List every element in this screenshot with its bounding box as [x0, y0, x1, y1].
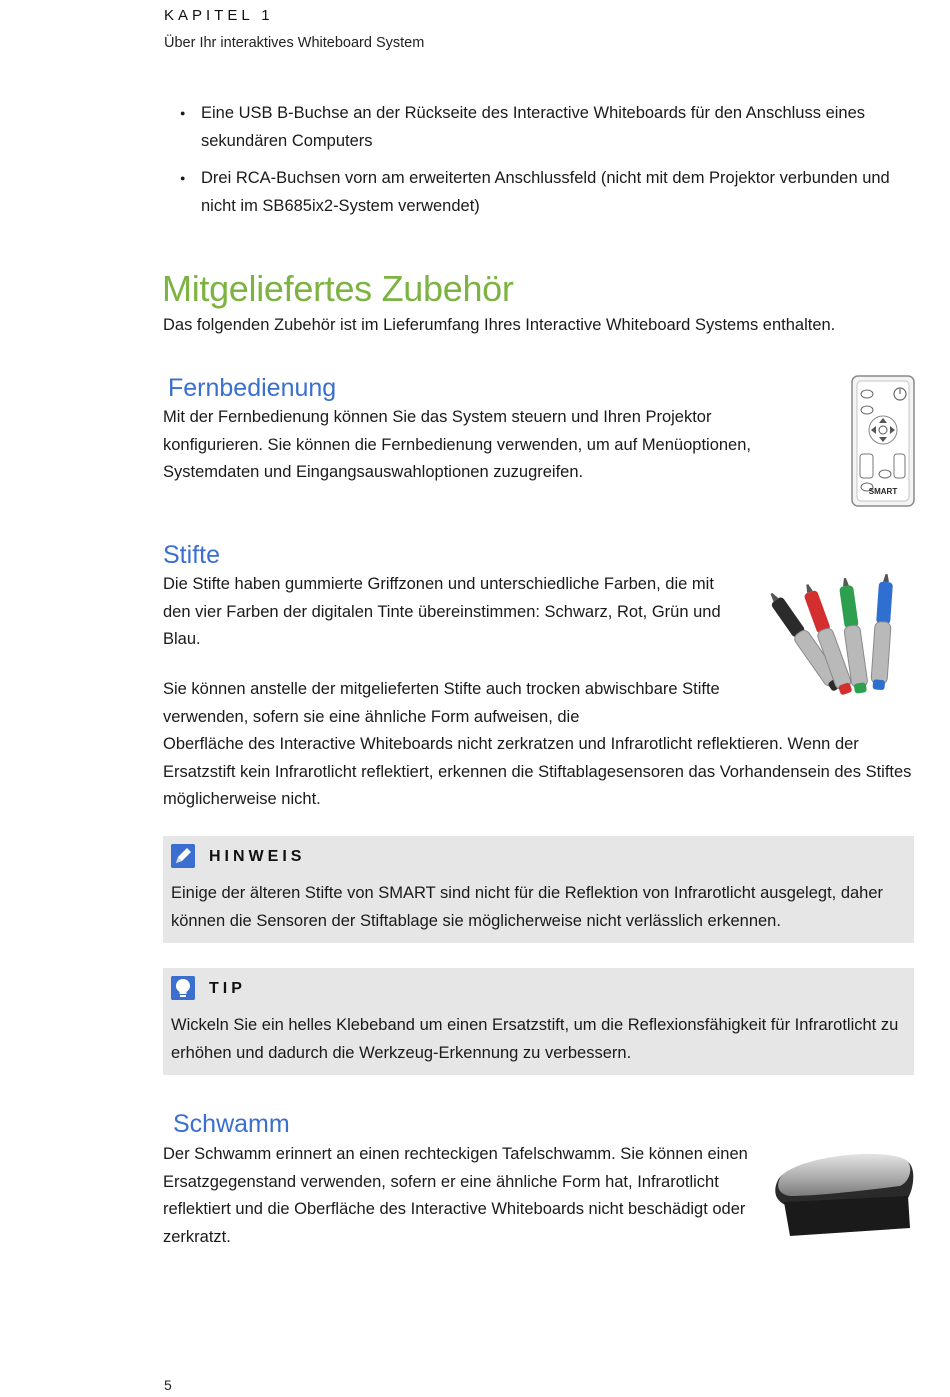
eraser-text: Der Schwamm erinnert an einen rechteckigen Tafelschwamm. Sie können einen Ersatzgegenstand verwenden, sofern er eine ähnliche Form hat, Infrarotlicht reflektiert und die Oberfläche des Interactive Whiteboards nicht beschädigt oder zerkratzt. — [163, 1145, 748, 1246]
pens-heading: Stifte — [163, 541, 220, 569]
page-number: 5 — [164, 1377, 172, 1393]
list-item: ● Eine USB B-Buchse an der Rückseite des Interactive Whiteboards für den Anschluss eines sekundären Computers — [180, 100, 920, 155]
pencil-note-icon — [171, 844, 195, 868]
lightbulb-icon — [171, 976, 195, 1000]
remote-text: Mit der Fernbedienung können Sie das System steuern und Ihren Projektor konfigurieren. Sie können die Fernbedienung verwenden, um auf Menüoptionen, Systemdaten und Eingangsauswahloptionen zuzugreifen. — [163, 408, 751, 481]
list-item: ● Drei RCA-Buchsen vorn am erweiterten Anschlussfeld (nicht mit dem Projektor verbunden und nicht im SB685ix2-System verwendet) — [180, 165, 920, 220]
tip-text: Wickeln Sie ein helles Klebeband um einen Ersatzstift, um die Reflexionsfähigkeit für Infrarotlicht zu erhöhen und dadurch die Werkzeug-Erkennung zu verbessern. — [171, 1016, 899, 1062]
pens-text-1: Die Stifte haben gummierte Griffzonen und unterschiedliche Farben, die mit den vier Farben der digitalen Tinte übereinstimmen: Schwarz, Rot, Grün und Blau. — [163, 575, 721, 648]
accessories-intro: Das folgenden Zubehör ist im Lieferumfang Ihres Interactive Whiteboard Systems enthalten. — [163, 316, 836, 334]
connector-bullet-list — [180, 100, 920, 230]
pens-text-2b: Oberfläche des Interactive Whiteboards nicht zerkratzen und Infrarotlicht reflektieren. Wenn der Ersatzstift kein Infrarotlicht reflektiert, erkennen die Stiftablagesensoren das Vorhandensein des Stiftes möglicherweise nicht. — [163, 735, 912, 808]
accessories-heading: Mitgeliefertes Zubehör — [162, 268, 514, 309]
eraser-image — [768, 1140, 918, 1240]
eraser-heading: Schwamm — [173, 1110, 290, 1138]
note-text: Einige der älteren Stifte von SMART sind nicht für die Reflektion von Infrarotlicht ausgelegt, daher können die Sensoren der Stiftablage sie möglicherweise nicht verlässlich erkennen. — [171, 884, 884, 930]
remote-control-image — [850, 374, 916, 508]
note-callout — [163, 836, 914, 943]
remote-brand-label: SMART — [868, 487, 898, 496]
tip-callout — [163, 968, 914, 1075]
pens-text-2a: Sie können anstelle der mitgelieferten Stifte auch trocken abwischbare Stifte verwenden, sofern sie eine ähnliche Form aufweisen, die — [163, 680, 720, 726]
chapter-subtitle: Über Ihr interaktives Whiteboard System — [164, 35, 425, 51]
tip-label: TIP — [209, 980, 246, 997]
remote-heading: Fernbedienung — [168, 374, 337, 402]
pens-image — [748, 572, 918, 702]
note-label: HINWEIS — [209, 848, 306, 865]
pen-4 — [870, 573, 894, 690]
chapter-label: KAPITEL 1 — [164, 7, 274, 24]
